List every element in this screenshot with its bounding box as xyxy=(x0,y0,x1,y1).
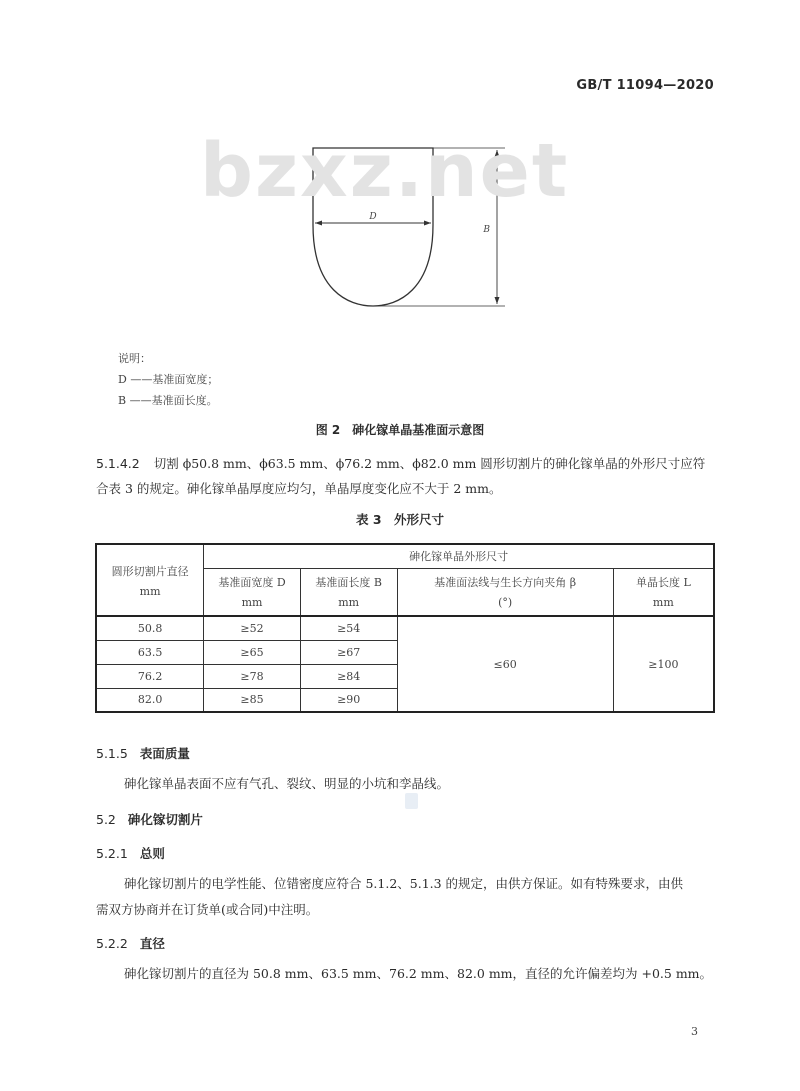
section-heading-52 xyxy=(96,809,203,828)
figure-caption: 图 2 砷化镓单晶基准面示意图 xyxy=(315,423,485,437)
header-crystal-length: 单晶长度 L mm xyxy=(613,568,714,616)
cell-length: ≥54 xyxy=(300,616,397,640)
section-number: 5.2.1 xyxy=(96,846,128,861)
section-heading-515 xyxy=(96,743,190,762)
cell-length: ≥67 xyxy=(300,640,397,664)
section-heading-522 xyxy=(96,933,165,952)
table-caption: 表 3 外形尺寸 xyxy=(355,512,445,527)
section-heading-521 xyxy=(96,843,165,862)
cell-width: ≥85 xyxy=(204,688,301,712)
section-number: 5.1.5 xyxy=(96,746,128,761)
header-diameter: 圆形切割片直径 mm xyxy=(96,544,204,616)
section-title: 直径 xyxy=(139,936,165,951)
section-title: 表面质量 xyxy=(139,746,190,761)
legend-item-d: D ——基准面宽度； xyxy=(118,373,219,386)
header-width-d: 基准面宽度 D mm xyxy=(204,568,301,616)
section-number: 5.2.2 xyxy=(96,936,128,951)
page-number: 3 xyxy=(691,1025,698,1038)
clause-number: 5.1.4.2 xyxy=(96,456,140,471)
clause-5142-line2: 合表 3 的规定。砷化镓单晶厚度应均匀，单晶厚度变化应不大于 2 mm。 xyxy=(96,481,502,496)
cell-angle: ≤60 xyxy=(397,616,613,712)
clause-5142-line1 xyxy=(96,454,705,472)
cell-diameter: 76.2 xyxy=(96,664,204,688)
cell-width: ≥52 xyxy=(204,616,301,640)
cell-crystal-length: ≥100 xyxy=(613,616,714,712)
section-522-text: 砷化镓切割片的直径为 50.8 mm、63.5 mm、76.2 mm、82.0 mm，直径的允许偏差均为 +0.5 mm。 xyxy=(124,966,713,981)
cell-width: ≥78 xyxy=(204,664,301,688)
dimension-label-b: B xyxy=(483,225,490,235)
table-row xyxy=(96,616,714,640)
header-group: 砷化镓单晶外形尺寸 xyxy=(204,544,714,568)
cell-width: ≥65 xyxy=(204,640,301,664)
cell-diameter: 50.8 xyxy=(96,616,204,640)
section-title: 总则 xyxy=(139,846,165,861)
scan-artifact xyxy=(405,793,418,809)
cell-diameter: 82.0 xyxy=(96,688,204,712)
section-521-line1: 砷化镓切割片的电学性能、位错密度应符合 5.1.2、5.1.3 的规定，由供方保证。如有特殊要求，由供 xyxy=(124,876,684,891)
header-angle: 基准面法线与生长方向夹角 β (°) xyxy=(397,568,613,616)
section-521-line2: 需双方协商并在订货单(或合同)中注明。 xyxy=(96,902,319,917)
cell-length: ≥84 xyxy=(300,664,397,688)
dimension-label-d: D xyxy=(369,212,377,222)
section-number: 5.2 xyxy=(96,812,116,827)
dimensions-table xyxy=(95,543,715,713)
legend-title: 说明： xyxy=(118,352,151,365)
clause-text: 切割 ϕ50.8 mm、ϕ63.5 mm、ϕ76.2 mm、ϕ82.0 mm 圆形切割片的砷化镓单晶的外形尺寸应符 xyxy=(153,456,706,471)
section-515-text: 砷化镓单晶表面不应有气孔、裂纹、明显的小坑和孪晶线。 xyxy=(124,776,450,791)
legend-item-b: B ——基准面长度。 xyxy=(118,394,218,407)
cell-diameter: 63.5 xyxy=(96,640,204,664)
watermark: bzxz.net xyxy=(200,128,570,214)
cell-length: ≥90 xyxy=(300,688,397,712)
header-length-b: 基准面长度 B mm xyxy=(300,568,397,616)
section-title: 砷化镓切割片 xyxy=(127,812,203,827)
standard-number: GB/T 11094—2020 xyxy=(576,78,714,93)
